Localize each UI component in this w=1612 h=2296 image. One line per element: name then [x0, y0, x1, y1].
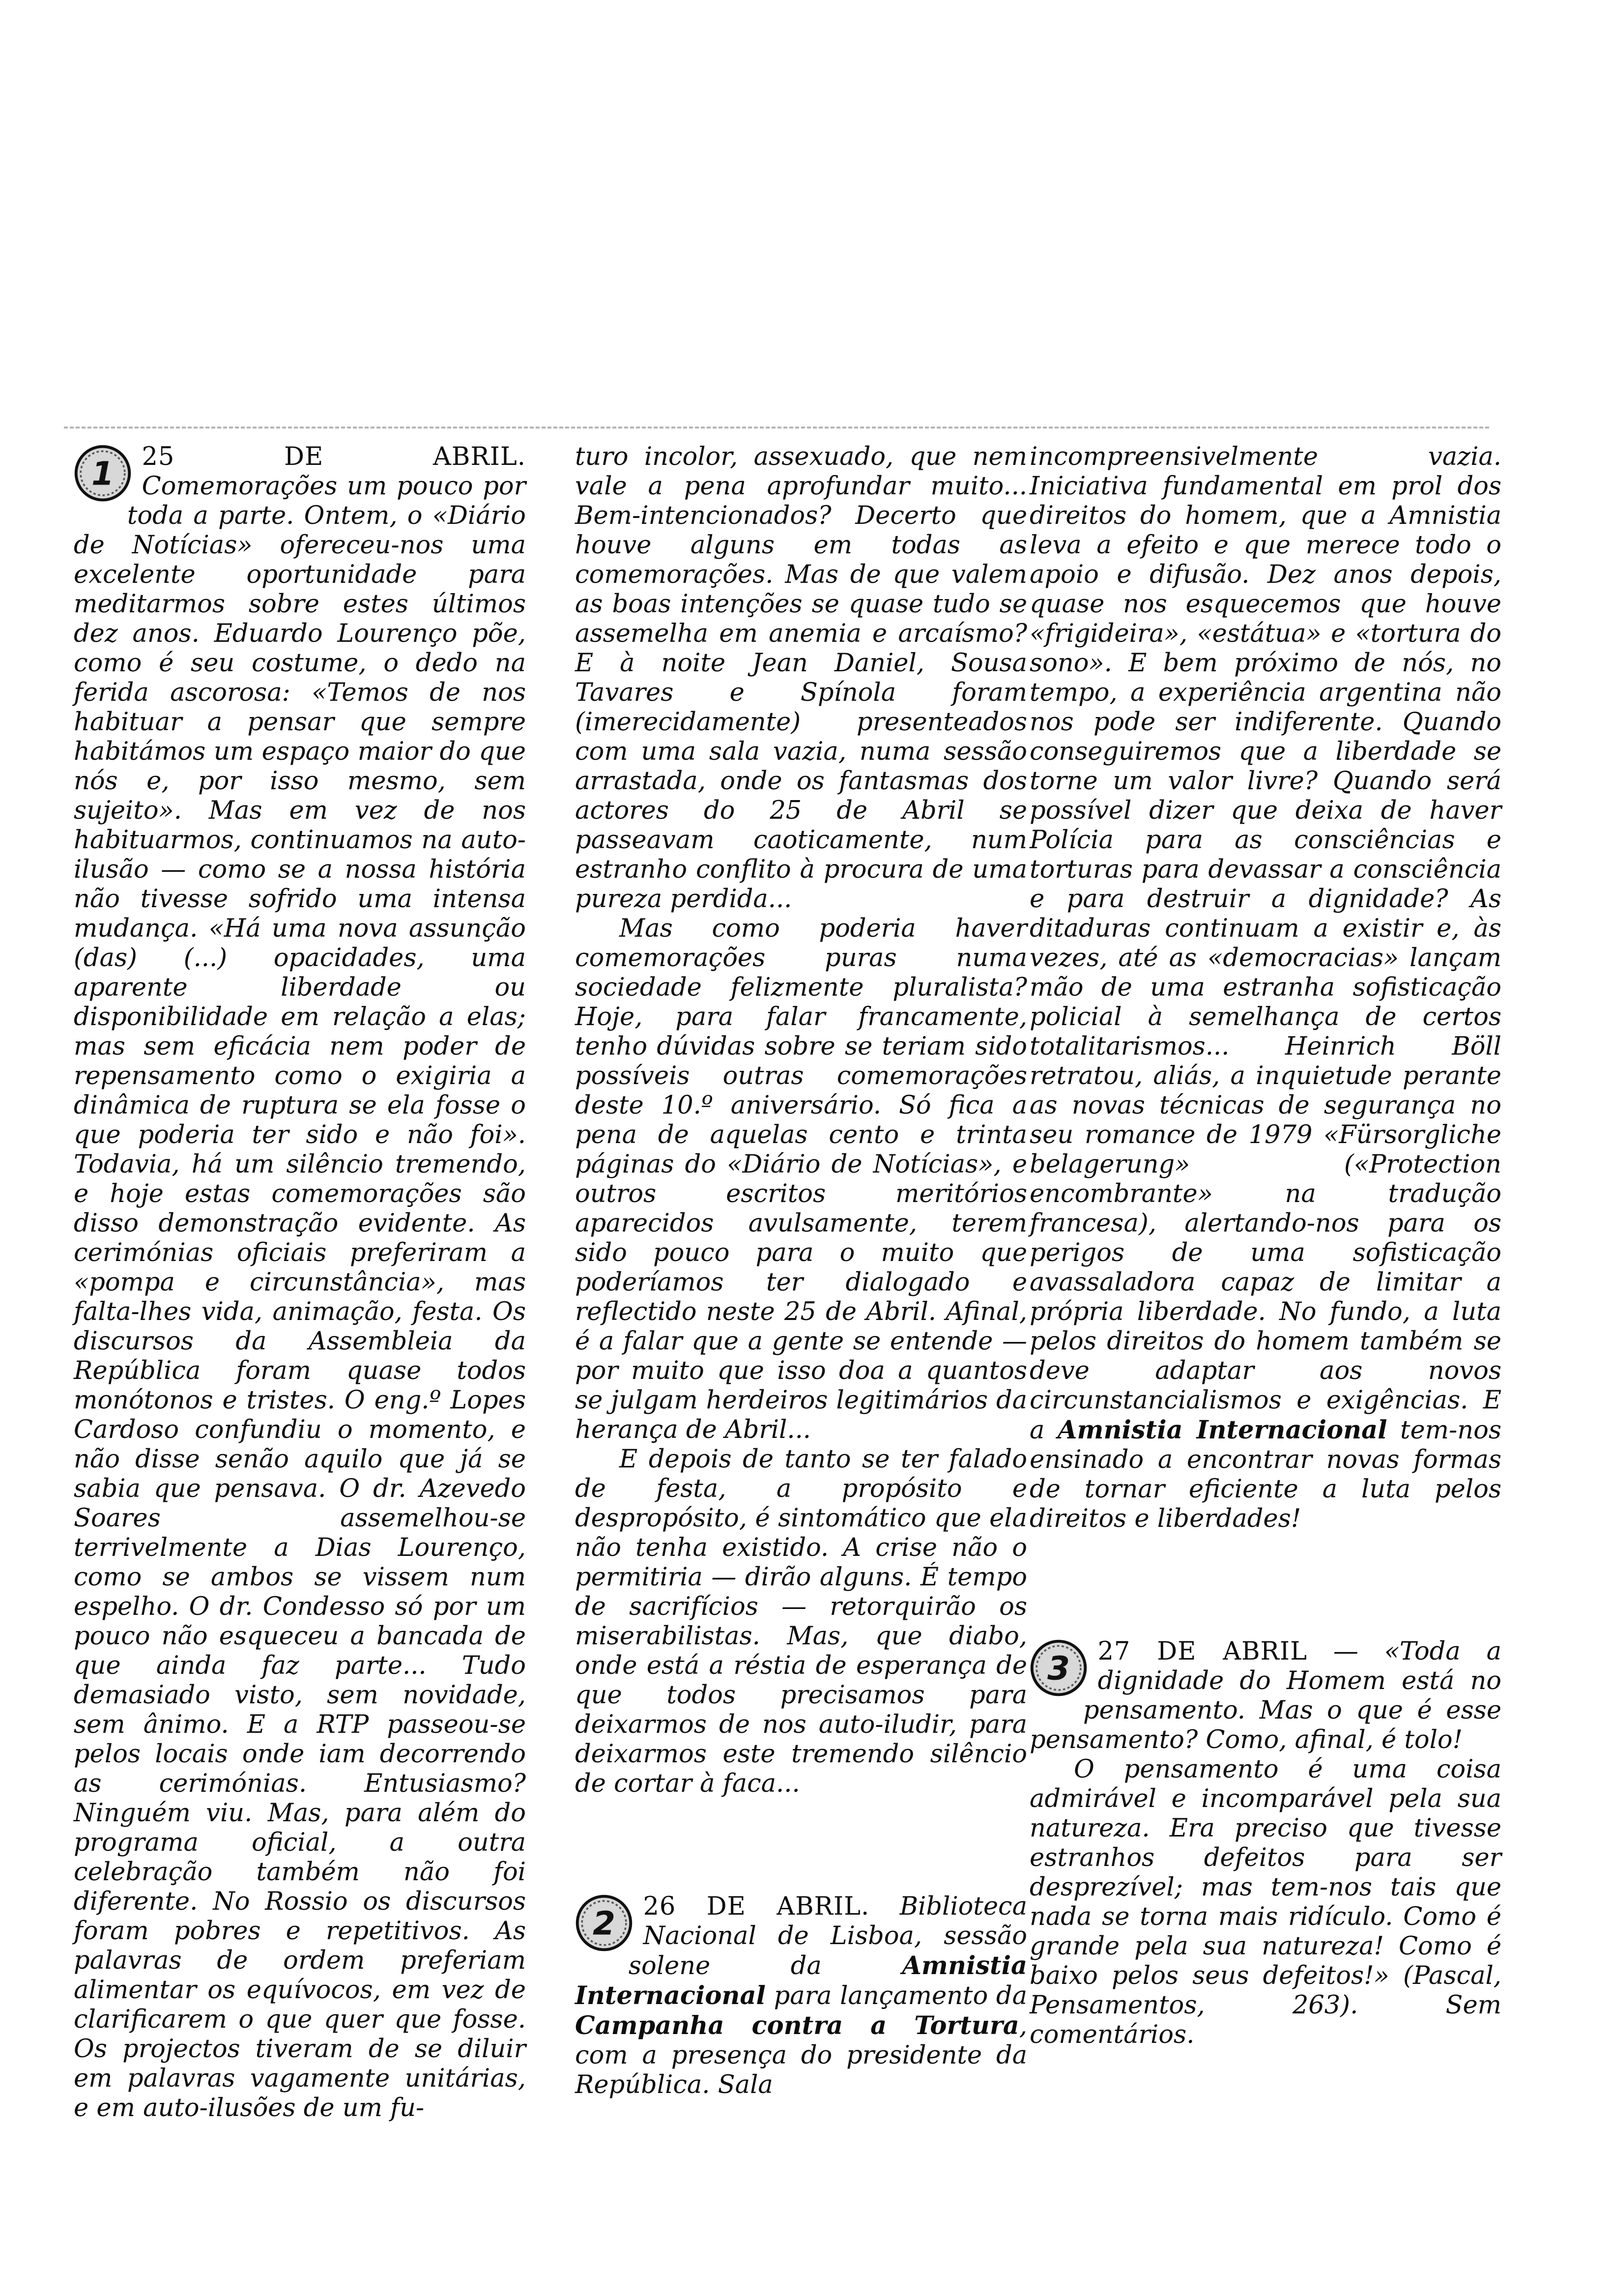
badge-number: 3: [1047, 1649, 1070, 1688]
number-2-badge-icon: [575, 1894, 633, 1952]
number-3-badge-icon: [1030, 1639, 1088, 1697]
section-27-abril: [1030, 1637, 1501, 2050]
section-text: para lançamento da: [765, 1981, 1027, 2010]
column-2: [575, 442, 1027, 2100]
pascal-quote: O pensamento é uma coisa admirável e incomparável pela sua natureza. Era preciso que tivesse estranhos defeitos para ser desprezível; mas tem-nos tais que nada se torna mais ridículo. Como é grande pela sua natureza! Como é baixo pelos seus defeitos!» (Pascal, Pensamentos, 263). Sem comentários.: [1030, 1755, 1501, 2049]
article-paragraph: E depois de tanto se ter falado de festa, a propósito e despropósito, é sintomático que ela não tenha existido. A crise não o permitiria — dirão alguns. É tempo de sacrifícios — retorquirão os miserabilistas. Mas, que diabo, onde está a réstia de esperança de que todos precisamos para deixarmos de nos auto-iludir, para deixarmos este tremendo silêncio de cortar à faca...: [575, 1445, 1027, 1798]
section-26-abril: [575, 1892, 1027, 2100]
section-25-abril: [74, 442, 526, 2123]
entry-date: 25 DE ABRIL.: [142, 442, 526, 471]
scan-top-edge: [64, 427, 1489, 429]
badge-number: 2: [593, 1904, 615, 1943]
column-3: [1030, 442, 1501, 2050]
section-text: — «Toda a dignidade do Homem está no pensamento. Mas o que é esse pensamento? Como, afinal, é tolo!: [1030, 1637, 1501, 1754]
section-gap: [1030, 1534, 1501, 1637]
section-gap: [575, 1799, 1027, 1892]
article-paragraph: Mas como poderia haver comemorações puras numa sociedade felizmente pluralista? Hoje, para falar francamente, tenho dúvidas sobre se teriam sido possíveis outras comemorações deste 10.º aniversário. Só fica a pena de aquelas cento e trinta páginas do «Diário de Notícias», e outros escritos meritórios aparecidos avulsamente, terem sido pouco para o muito que poderíamos ter dialogado e reflectido neste 25 de Abril. Afinal, é a falar que a gente se entende — por muito que isso doa a quantos se julgam herdeiros legitimários da herança de Abril...: [575, 914, 1027, 1444]
article-closing: tem-nos ensinado a encontrar novas formas de tornar eficiente a luta pelos direitos e liberdades!: [1030, 1416, 1501, 1533]
org-name: Amnistia Internacional: [1057, 1415, 1387, 1445]
number-1-badge-icon: [74, 444, 132, 502]
campaign-name: Campanha contra a Tortura: [575, 2011, 1019, 2040]
section-text: Biblioteca Nacional de Lisboa, sessão solene da: [628, 1892, 1027, 1980]
entry-date: 26 DE ABRIL.: [643, 1892, 870, 1921]
article-paragraph: turo incolor, assexuado, que nem vale a pena aprofundar muito... Bem-intencionados? Decerto que houve alguns em todas as comemorações. Mas de que valem as boas intenções se quase tudo se assemelha em anemia e arcaísmo? E à noite Jean Daniel, Sousa Tavares e Spínola foram (imerecidamente) presenteados com uma sala vazia, numa sessão arrastada, onde os fantasmas dos actores do 25 de Abril se passeavam caoticamente, num estranho conflito à procura de uma pureza perdida...: [575, 442, 1027, 914]
org-name: Amnistia Internacional: [575, 1951, 1027, 2010]
article-paragraph: incompreensivelmente vazia. Iniciativa fundamental em prol dos direitos do homem, que a Amnistia leva a efeito e que merece todo o apoio e difusão. Dez anos depois, quase nos esquecemos que houve «frigideira», «estátua» e «tortura do sono». E bem próximo de nós, no tempo, a experiência argentina não nos pode ser indiferente. Quando conseguiremos que a liberdade se torne um valor livre? Quando será possível dizer que deixa de haver Polícia para as consciências e torturas para devassar a consciência e para destruir a dignidade? As ditaduras continuam a existir e, às vezes, até as «democracias» lançam mão de uma estranha sofisticação policial à semelhança de certos totalitarismos... Heinrich Böll retratou, aliás, a inquietude perante as novas técnicas de segurança no seu romance de 1979 «Fürsorgliche belagerung» («Protection encombrante» na tradução francesa), alertando-nos para os perigos de uma sofisticação avassaladora capaz de limitar a própria liberdade. No fundo, a luta pelos direitos do homem também se deve adaptar aos novos circunstancialismos e exigências. E a: [1030, 442, 1501, 1445]
badge-number: 1: [91, 455, 114, 493]
entry-date: 27 DE ABRIL: [1097, 1637, 1307, 1666]
column-1: [74, 442, 526, 2123]
article-paragraph: Comemorações um pouco por toda a parte. Ontem, o «Diário de Notícias» ofereceu-nos uma excelente oportunidade para meditarmos sobre estes últimos dez anos. Eduardo Lourenço põe, como é seu costume, o dedo na ferida ascorosa: «Temos de nos habituar a pensar que sempre habitámos um espaço maior do que nós e, por isso mesmo, sem sujeito». Mas em vez de nos habituarmos, continuamos na auto-ilusão — como se a nossa história não tivesse sofrido uma intensa mudança. «Há uma nova assunção (das) (...) opacidades, uma aparente liberdade ou disponibilidade em relação a elas; mas sem eficácia nem poder de repensamento como o exigiria a dinâmica de ruptura se ela fosse o que poderia ter sido e não foi». Todavia, há um silêncio tremendo, e hoje estas comemorações são disso demonstração evidente. As cerimónias oficiais preferiram a «pompa e circunstância», mas falta-lhes vida, animação, festa. Os discursos da Assembleia da República foram quase todos monótonos e tristes. O eng.º Lopes Cardoso confundiu o momento, e não disse senão aquilo que já se sabia que pensava. O dr. Azevedo Soares assemelhou-se terrivelmente a Dias Lourenço, como se ambos se vissem num espelho. O dr. Condesso só por um pouco não esqueceu a bancada de que ainda faz parte... Tudo demasiado visto, sem novidade, sem ânimo. E a RTP passeou-se pelos locais onde iam decorrendo as cerimónias. Entusiasmo? Ninguém viu. Mas, para além do programa oficial, a outra celebração também não foi diferente. No Rossio os discursos foram pobres e repetitivos. As palavras de ordem preferiam alimentar os equívocos, em vez de clarificarem o que quer que fosse. Os projectos tiveram de se diluir em palavras vagamente unitárias, e em auto-ilusões de um fu-: [74, 472, 526, 2123]
section-text: , com a presença do presidente da República. Sala: [575, 2011, 1027, 2099]
